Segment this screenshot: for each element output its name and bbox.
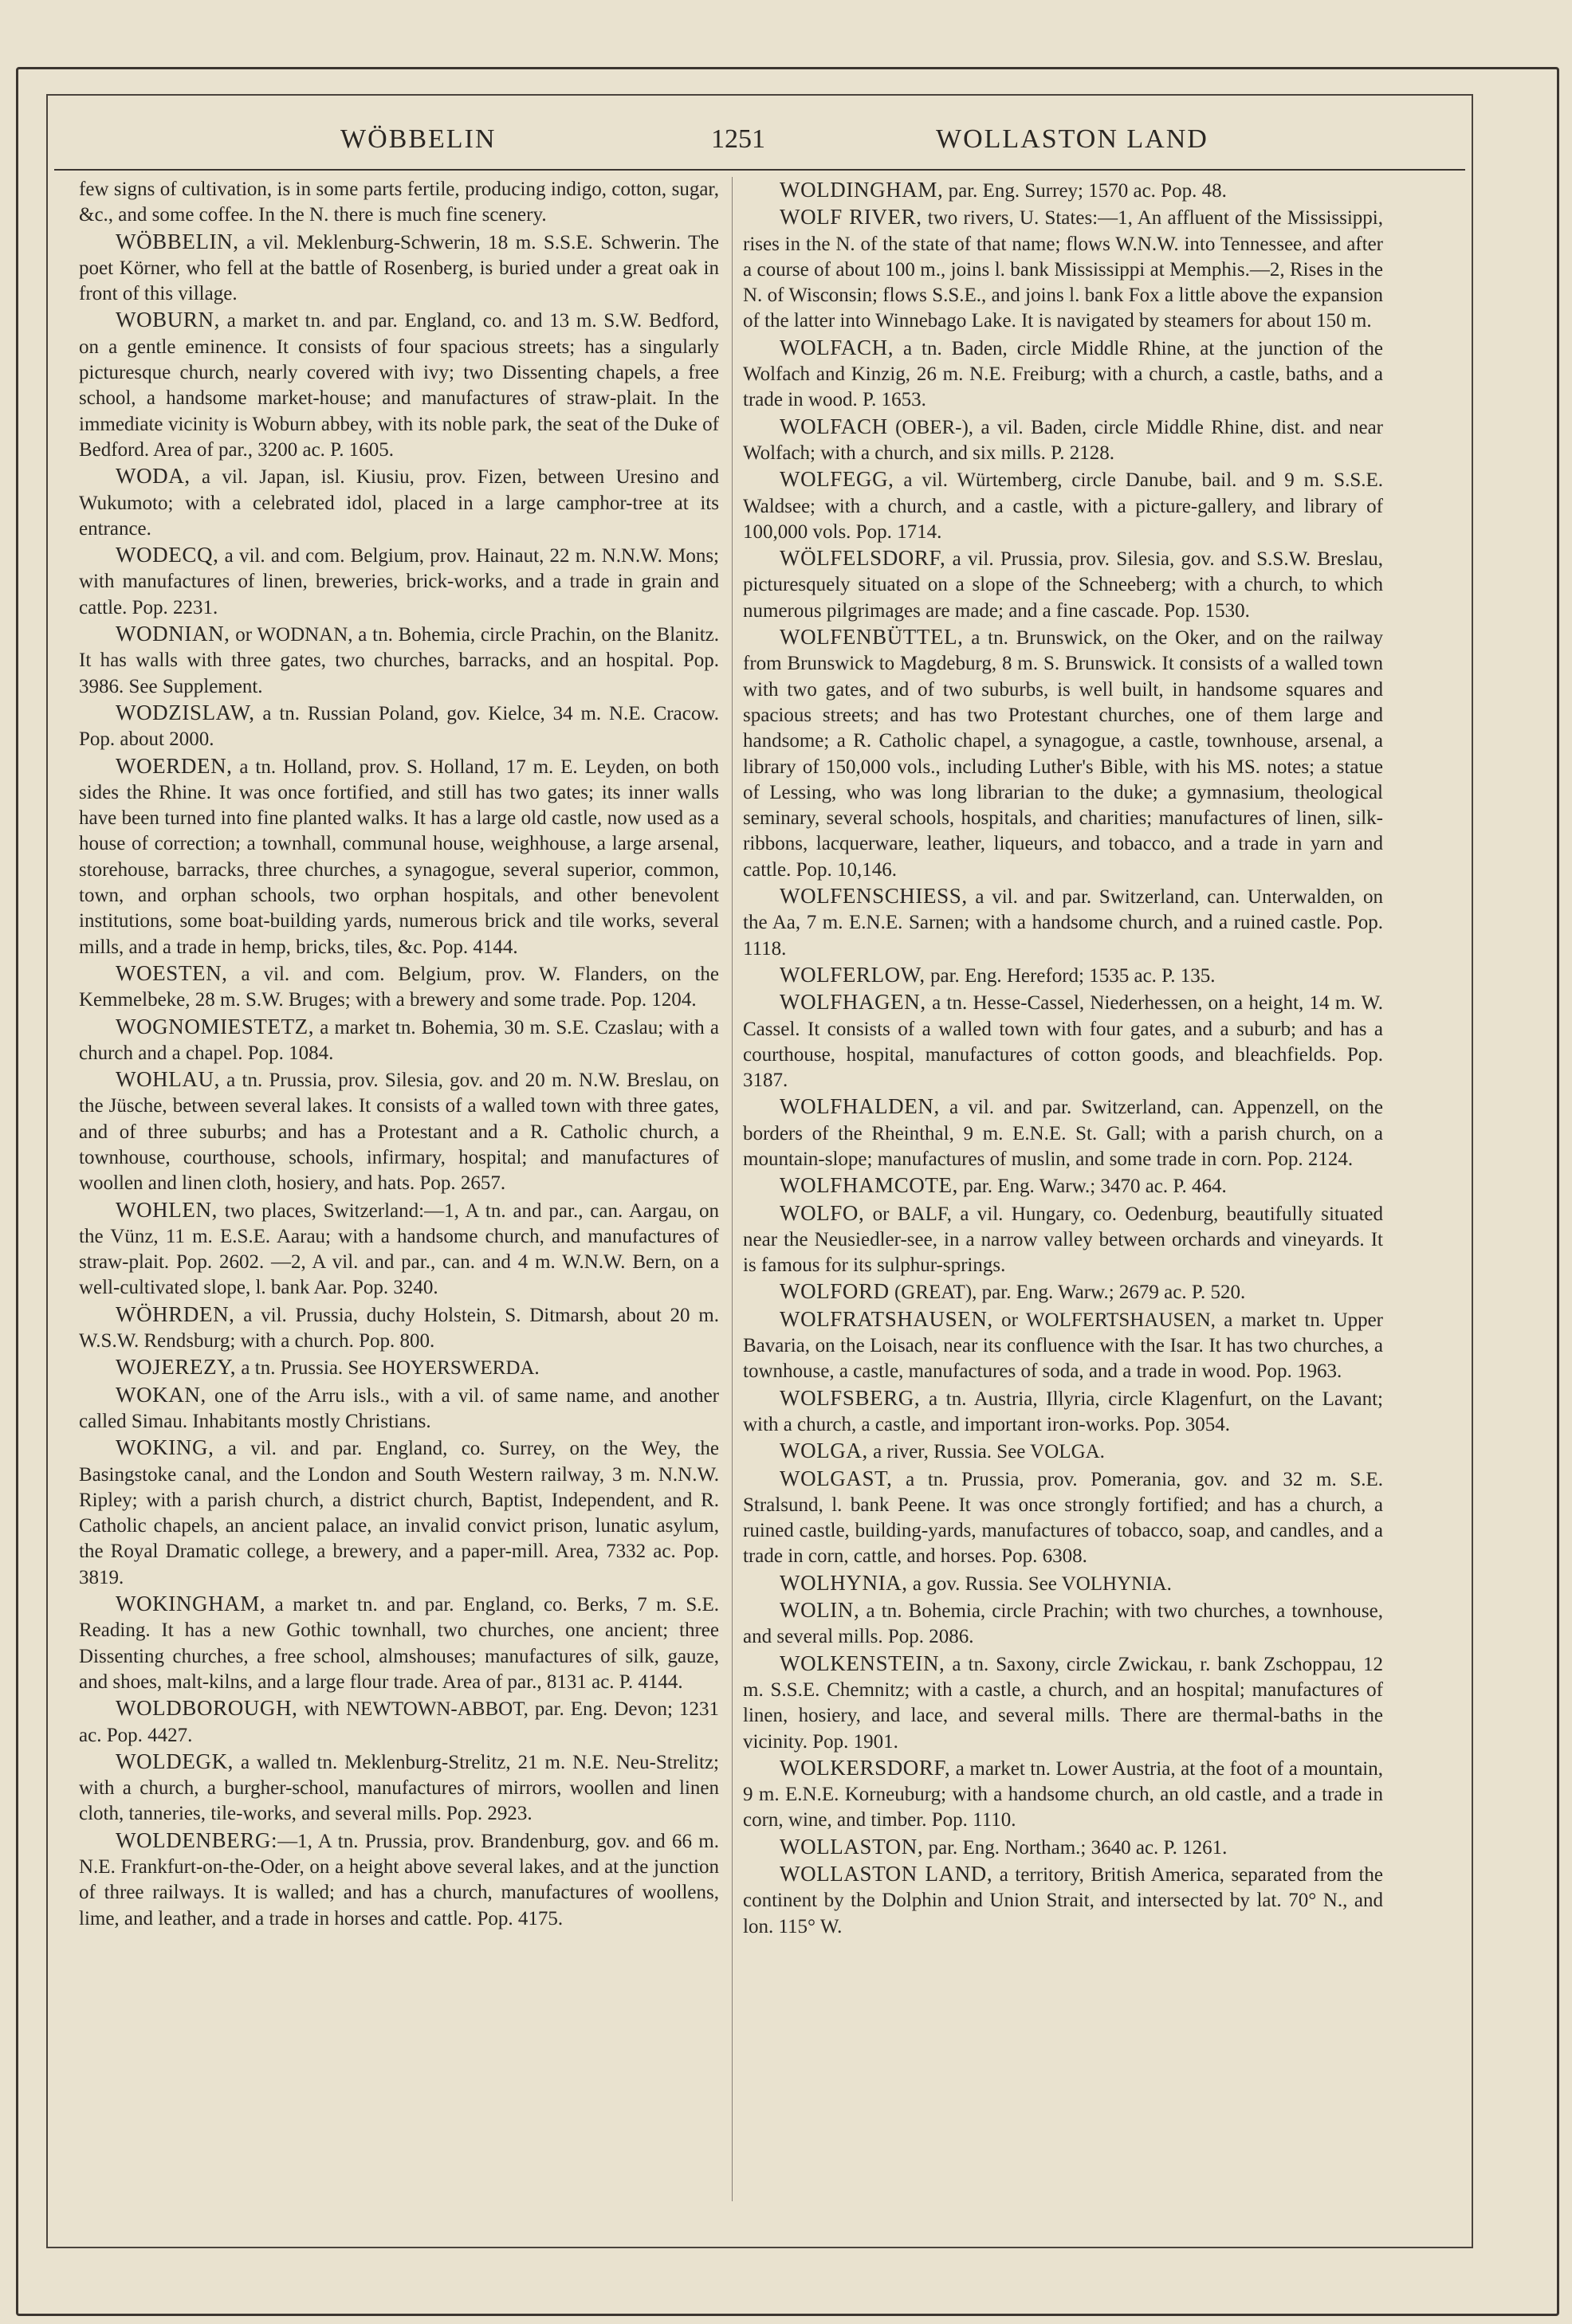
- gazetteer-entry: [743, 1200, 1383, 1279]
- entry-headword: WOLFORD: [780, 1279, 890, 1304]
- entry-text: a tn. Brunswick, on the Oker, and on the railway from Brunswick to Magdeburg, 8 m. S. Brunswick. It consists of a walled town with two gates, and of two suburbs, is well built, in handsome squares and spacious streets; and has two Protestant churches, one of them large and handsome; a R. Catholic chapel, a synagogue, a castle, townhouse, arsenal, a library of 150,000 vols., including Luther's Bible, with his MS. notes; a statue of Lessing, who was long librarian to the duke; a gymnasium, theological seminary, several schools, hospitals, and charities; manufactures of linen, silk-ribbons, lacquerware, leather, liqueurs, and tobacco, and a trade in yarn and cattle. Pop. 10,146.: [743, 627, 1383, 881]
- entry-text: a tn. Austria, Illyria, circle Klagenfurt, on the Lavant; with a church, a castle, and important iron-works. Pop. 3054.: [743, 1388, 1383, 1435]
- gazetteer-entry: [79, 1827, 719, 1932]
- entry-text: a gov. Russia. See VOLHYNIA.: [907, 1572, 1172, 1595]
- entry-text: a vil. Meklenburg-Schwerin, 18 m. S.S.E. Schwerin. The poet Körner, who fell at the battle of Rosenberg, is buried under a great oak in front of this village.: [79, 231, 719, 305]
- entry-text: or WODNAN, a tn. Bohemia, circle Prachin, on the Blanitz. It has walls with three gates, two churches, barracks, and an hospital. Pop. 3986. See Supplement.: [79, 624, 719, 697]
- entry-headword: WOLFACH: [780, 414, 888, 438]
- entry-headword: WOLFENSCHIESS,: [780, 884, 968, 909]
- gazetteer-entry: [743, 1570, 1383, 1597]
- entry-headword: WOLDENBERG:: [116, 1827, 278, 1852]
- gazetteer-entry: [743, 1834, 1383, 1861]
- entry-headword: WOLFHAMCOTE,: [780, 1173, 958, 1198]
- entry-text: two places, Switzerland:—1, A tn. and par., can. Aargau, on the Vünz, 11 m. E.S.E. Aarau; with a handsome church, and manufactures of straw-plait. Pop. 2602. —2, A vil. and par., can. and 4 m. W.N.W. Bern, on a well-cultivated slope, l. bank Aar. Pop. 3240.: [79, 1199, 719, 1299]
- entry-text: a vil. and par. Switzerland, can. Unterwalden, on the Aa, 7 m. E.N.E. Sarnen; with a handsome church, and a ruined castle. Pop. 1118.: [743, 886, 1383, 960]
- page-number: 1251: [711, 124, 765, 154]
- gazetteer-entry: [743, 1093, 1383, 1172]
- entry-headword: WOLKERSDORF,: [780, 1755, 951, 1780]
- gazetteer-entry: [743, 545, 1383, 624]
- entry-headword: WOKAN,: [116, 1382, 206, 1407]
- entry-text: few signs of cultivation, is in some parts fertile, producing indigo, cotton, sugar, &c., and some coffee. In the N. there is much fine scenery.: [79, 179, 719, 226]
- entry-text: par. Eng. Warw.; 3470 ac. P. 464.: [957, 1176, 1227, 1198]
- entry-headword: WOLFO,: [780, 1200, 865, 1225]
- entry-headword: WOERDEN,: [116, 753, 233, 778]
- entry-text: par. Eng. Northam.; 3640 ac. P. 1261.: [923, 1836, 1228, 1859]
- entry-text: a vil. Japan, isl. Kiusiu, prov. Fizen, between Uresino and Wukumoto; with a celebrated idol, placed in a large camphor-tree at its entrance.: [79, 466, 719, 540]
- entry-headword: WOHLAU,: [116, 1067, 220, 1092]
- gazetteer-entry: [743, 1306, 1383, 1385]
- gazetteer-entry: [79, 463, 719, 542]
- entry-headword: WOLKENSTEIN,: [780, 1651, 945, 1675]
- entry-headword: WOLFHAGEN,: [780, 990, 926, 1015]
- gazetteer-entry: [743, 1385, 1383, 1439]
- entry-text: a vil. and par. England, co. Surrey, on the Wey, the Basingstoke canal, and the London and South Western railway, 3 m. N.N.W. Ripley; with a parish church, a district church, Baptist, Independent, and R. Catholic chapels, an ancient palace, an invalid convict prison, lunatic asylum, the Royal Dramatic college, a brewery, and a paper-mill. Area, 7332 ac. Pop. 3819.: [79, 1438, 719, 1588]
- entry-text: par. Eng. Surrey; 1570 ac. Pop. 48.: [943, 180, 1227, 202]
- entry-text: a territory, British America, separated from the continent by the Dolphin and Union Strait, and intersected by lat. 70° N., and lon. 115° W.: [743, 1864, 1383, 1937]
- entry-headword: WOHLEN,: [116, 1197, 218, 1222]
- gazetteer-entry: [743, 204, 1383, 334]
- gazetteer-entry: [79, 1066, 719, 1196]
- entry-headword: WOLHYNIA,: [780, 1570, 908, 1595]
- entry-headword: WOLGA,: [780, 1439, 868, 1463]
- entry-text: a tn. Baden, circle Middle Rhine, at the junction of the Wolfach and Kinzig, 26 m. N.E. Freiburg; with a church, a castle, baths, and a trade in wood. P. 1653.: [743, 337, 1383, 411]
- gazetteer-entry: [743, 1861, 1383, 1940]
- entry-text: a tn. Bohemia, circle Prachin; with two churches, a townhouse, and several mills. Pop. 2086.: [743, 1600, 1383, 1648]
- gazetteer-entry: [79, 1591, 719, 1695]
- gazetteer-entry: [743, 414, 1383, 467]
- gazetteer-entry: [743, 1172, 1383, 1199]
- entry-text: a vil. and par. Switzerland, can. Appenzell, on the borders of the Rheinthal, 9 m. E.N.E. St. Gall; with a parish church, on a mountain-slope; manufactures of muslin, and some trade in corn. Pop. 2124.: [743, 1097, 1383, 1170]
- entry-text: a walled tn. Meklenburg-Strelitz, 21 m. N.E. Neu-Strelitz; with a church, a burgher-school, manufactures of mirrors, woollen and linen cloth, tanneries, tile-works, and several mills. Pop. 2923.: [79, 1751, 719, 1825]
- entry-headword: WODNIAN,: [116, 622, 230, 646]
- entry-headword: WOJEREZY,: [116, 1355, 237, 1380]
- entry-text: a tn. Hesse-Cassel, Niederhessen, on a height, 14 m. W. Cassel. It consists of a walled town with four gates, and a suburb; and has a courthouse, hospital, manufactures of cotton goods, and bleachfields. Pop. 3187.: [743, 992, 1383, 1092]
- entry-headword: WOLFACH,: [780, 335, 894, 359]
- gazetteer-entry: [743, 1755, 1383, 1834]
- gazetteer-entry: [79, 1014, 719, 1067]
- gazetteer-entry: [79, 1435, 719, 1591]
- entry-text: a market tn. and par. England, co. Berks, 7 m. S.E. Reading. It has a new Gothic townhall, two churches, one ancient; three Dissenting churches, a free school, almshouses; manufactures of silk, gauze, and shoes, malt-kilns, and a large flour trade. Area of par., 8131 ac. P. 4144.: [79, 1594, 719, 1693]
- entry-headword: WOLDBOROUGH,: [116, 1696, 298, 1721]
- gazetteer-entry: [743, 962, 1383, 989]
- gazetteer-entry: [79, 960, 719, 1014]
- gazetteer-entry: [79, 1197, 719, 1301]
- gazetteer-entry: [743, 466, 1383, 545]
- gazetteer-entry: [79, 1695, 719, 1749]
- gazetteer-entry: [79, 1354, 719, 1381]
- entry-headword: WOGNOMIESTETZ,: [116, 1014, 315, 1038]
- entry-text: one of the Arru isls., with a vil. of same name, and another called Simau. Inhabitants mostly Christians.: [79, 1384, 719, 1432]
- entry-text: a vil. Prussia, prov. Silesia, gov. and S.S.W. Breslau, picturesquely situated on a slope of the Schneeberg; with a church, to which numerous pilgrimages are made; and a fine cascade. Pop. 1530.: [743, 548, 1383, 622]
- entry-headword: WODZISLAW,: [116, 700, 255, 724]
- left-running-head: WÖBBELIN: [340, 124, 497, 154]
- entry-text: a market tn. Lower Austria, at the foot of a mountain, 9 m. E.N.E. Korneuburg; with a handsome church, an old castle, and a trade in corn, wine, and timber. Pop. 1110.: [743, 1757, 1383, 1831]
- gazetteer-entry: [743, 335, 1383, 414]
- gazetteer-entry: [79, 753, 719, 960]
- entry-headword: WODA,: [116, 464, 191, 489]
- entry-headword: WOLGAST,: [780, 1466, 893, 1490]
- entry-text: a vil. Würtemberg, circle Danube, bail. and 9 m. S.S.E. Waldsee; with a church, and a castle, with a picture-gallery, and library of 100,000 vols. Pop. 1714.: [743, 469, 1383, 543]
- gazetteer-entry: [79, 1382, 719, 1435]
- entry-headword: WOLIN,: [780, 1598, 860, 1623]
- entry-text: a river, Russia. See VOLGA.: [867, 1441, 1105, 1463]
- entry-text: or BALF, a vil. Hungary, co. Oedenburg, beautifully situated near the Neusiedler-see, in a narrow valley between orchards and vineyards. It is famous for its sulphur-springs.: [743, 1203, 1383, 1277]
- entry-headword: WOLFENBÜTTEL,: [780, 625, 964, 650]
- gazetteer-entry: [743, 989, 1383, 1093]
- entry-text: a vil. and com. Belgium, prov. W. Flanders, on the Kemmelbeke, 28 m. S.W. Bruges; with a brewery and some trade. Pop. 1204.: [79, 963, 719, 1011]
- entry-text: a vil. and com. Belgium, prov. Hainaut, 22 m. N.N.W. Mons; with manufactures of linen, breweries, brick-works, and a trade in grain and cattle. Pop. 2231.: [79, 545, 719, 618]
- entry-headword: WOLFERLOW,: [780, 962, 926, 987]
- entry-headword: WÖBBELIN,: [116, 229, 239, 253]
- column-divider: [732, 177, 733, 2201]
- gazetteer-entry: [743, 177, 1383, 204]
- entry-text: a market tn. Bohemia, 30 m. S.E. Czaslau; with a church and a chapel. Pop. 1084.: [79, 1016, 719, 1064]
- gazetteer-entry: [79, 1749, 719, 1827]
- gazetteer-entry: [79, 542, 719, 621]
- gazetteer-entry: [743, 624, 1383, 883]
- entry-headword: WOLLASTON,: [780, 1834, 924, 1859]
- entry-text: a vil. Prussia, duchy Holstein, S. Ditmarsh, about 20 m. W.S.W. Rendsburg; with a church. Pop. 800.: [79, 1304, 719, 1352]
- entry-text: a tn. Prussia. See HOYERSWERDA.: [236, 1357, 540, 1380]
- gazetteer-entry: [743, 1438, 1383, 1465]
- entry-text: or WOLFERTSHAUSEN, a market tn. Upper Bavaria, on the Loisach, near its confluence with the Isar. It has two churches, a townhouse, a castle, manufactures of soda, and a trade in wood. Pop. 1963.: [743, 1309, 1383, 1383]
- entry-headword: WODECQ,: [116, 543, 219, 567]
- entry-text: a market tn. and par. England, co. and 13 m. S.W. Bedford, on a gentle eminence. It consists of four spacious streets; has a singularly picturesque church, nearly covered with ivy; two Dissenting chapels, a free school, a handsome market-house; and manufactures of straw-plait. In the immediate vicinity is Woburn abbey, with its noble park, the seat of the Duke of Bedford. Area of par., 3200 ac. P. 1605.: [79, 310, 719, 461]
- entry-headword: WOLFRATSHAUSEN,: [780, 1306, 993, 1331]
- gazetteer-entry: [743, 1597, 1383, 1651]
- entry-headword: WOKING,: [116, 1435, 214, 1460]
- gazetteer-entry: [79, 177, 719, 229]
- entry-text: a tn. Saxony, circle Zwickau, r. bank Zschoppau, 12 m. S.S.E. Chemnitz; with a castle, a church, and an hospital; manufactures of linen, hosiery, and lace, and several mills. There are thermal-baths in the vicinity. Pop. 1901.: [743, 1653, 1383, 1753]
- gazetteer-entry: [79, 307, 719, 463]
- page-header: [57, 120, 1460, 167]
- entry-text: a tn. Prussia, prov. Silesia, gov. and 20 m. N.W. Breslau, on the Jüsche, between several lakes. It consists of a walled town with three gates, and of three suburbs; and has a Protestant and a R. Catholic church, a townhouse, courthouse, schools, infirmary, hospital; and manufactures of woollen and linen cloth, hosiery, and hats. Pop. 2657.: [79, 1070, 719, 1195]
- right-column: [743, 177, 1383, 1940]
- entry-text: with NEWTOWN-ABBOT, par. Eng. Devon; 1231 ac. Pop. 4427.: [79, 1698, 719, 1746]
- entry-text: a tn. Russian Poland, gov. Kielce, 34 m. N.E. Cracow. Pop. about 2000.: [79, 702, 719, 751]
- entry-headword: WOLFHALDEN,: [780, 1094, 940, 1119]
- entry-text: —1, A tn. Prussia, prov. Brandenburg, gov. and 66 m. N.E. Frankfurt-on-the-Oder, on a height above several lakes, and at the junction of three railways. It is walled; and has a church, manufactures of woollens, lime, and leather, and a trade in horses and cattle. Pop. 4175.: [79, 1830, 719, 1929]
- entry-headword: WÖLFELSDORF,: [780, 546, 946, 571]
- entry-headword: WOLDINGHAM,: [780, 178, 944, 202]
- gazetteer-entry: [743, 1278, 1383, 1305]
- gazetteer-entry: [743, 1651, 1383, 1755]
- entry-text: (GREAT), par. Eng. Warw.; 2679 ac. P. 520.: [889, 1282, 1246, 1304]
- header-rule: [54, 169, 1465, 171]
- gazetteer-entry: [743, 883, 1383, 962]
- gazetteer-entry: [79, 621, 719, 700]
- entry-headword: WÖHRDEN,: [116, 1301, 235, 1326]
- right-running-head: WOLLASTON LAND: [936, 124, 1208, 154]
- gazetteer-entry: [743, 1466, 1383, 1570]
- entry-text: two rivers, U. States:—1, An affluent of the Mississippi, rises in the N. of the state of that name; flows W.N.W. into Tennessee, and after a course of about 100 m., joins l. bank Mississippi at Memphis.—2, Rises in the N. of Wisconsin; flows S.S.E., and joins l. bank Fox a little above the expansion of the latter into Winnebago Lake. It is navigated by steamers for about 150 m.: [743, 207, 1383, 332]
- entry-headword: WOBURN,: [116, 308, 220, 332]
- entry-text: (OBER-), a vil. Baden, circle Middle Rhine, dist. and near Wolfach; with a church, and six mills. P. 2128.: [743, 416, 1383, 464]
- entry-headword: WOLLASTON LAND,: [780, 1862, 993, 1886]
- left-column: [79, 177, 719, 1932]
- entry-headword: WOLF RIVER,: [780, 205, 922, 230]
- entry-headword: WOLFEGG,: [780, 467, 894, 492]
- entry-text: a tn. Holland, prov. S. Holland, 17 m. E. Leyden, on both sides the Rhine. It was once fortified, and still has two gates; its inner walls have been turned into fine planted walks. It has a large old castle, now used as a house of correction; a townhall, communal house, weighhouse, a large arsenal, storehouse, barracks, three churches, a synagogue, several superior, common, town, and orphan schools, two orphan hospitals, and other benevolent institutions, some boat-building yards, numerous brick and tile works, several mills, and a trade in hemp, bricks, tiles, &c. Pop. 4144.: [79, 756, 719, 958]
- entry-headword: WOKINGHAM,: [116, 1592, 266, 1616]
- gazetteer-entry: [79, 229, 719, 308]
- entry-headword: WOESTEN,: [116, 960, 228, 985]
- entry-headword: WOLFSBERG,: [780, 1385, 921, 1410]
- gazetteer-entry: [79, 700, 719, 753]
- gazetteer-entry: [79, 1301, 719, 1355]
- entry-text: a tn. Prussia, prov. Pomerania, gov. and 32 m. S.E. Stralsund, l. bank Peene. It was once strongly fortified; and has a church, a ruined castle, building-yards, manufactures of tobacco, soap, and candles, and a trade in corn, cattle, and horses. Pop. 6308.: [743, 1468, 1383, 1568]
- entry-headword: WOLDEGK,: [116, 1749, 234, 1773]
- entry-text: par. Eng. Hereford; 1535 ac. P. 135.: [925, 964, 1216, 987]
